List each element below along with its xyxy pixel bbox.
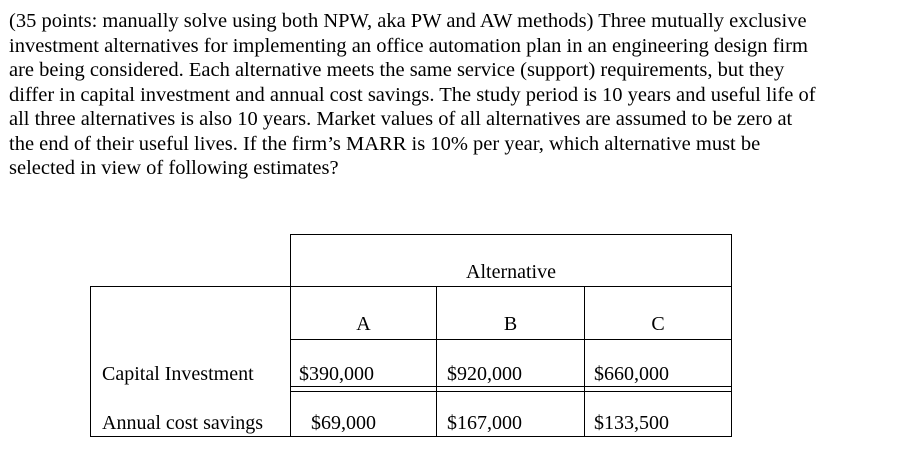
row-label: Annual cost savings <box>102 412 264 434</box>
problem-line: the end of their useful lives. If the firm’s MARR is 10% per year, which alternative must be <box>9 132 761 155</box>
problem-line: (35 points: manually solve using both NPW, aka PW and AW methods) Three mutually exclusive <box>9 10 807 32</box>
table-cell: $69,000 <box>311 412 376 434</box>
problem-line: all three alternatives is also 10 years. Market values of all alternatives are assumed to be zero at <box>9 108 793 130</box>
table-border-left <box>90 286 91 437</box>
problem-line: differ in capital investment and annual cost savings. The study period is 10 years and useful life of <box>9 83 816 106</box>
table-divider-row <box>290 386 732 387</box>
column-header: C <box>651 313 665 335</box>
table-border-top-group <box>290 234 732 235</box>
table-divider-col <box>584 286 585 437</box>
table-cell: $390,000 <box>299 363 374 385</box>
table-divider-row <box>290 391 732 392</box>
table-divider-row <box>290 339 732 340</box>
table-cell: $133,500 <box>594 412 669 434</box>
table-cell: $920,000 <box>447 363 522 385</box>
problem-line: investment alternatives for implementing an office automation plan in an engineering design firm <box>9 34 808 57</box>
table-border-bottom <box>90 436 732 437</box>
group-header: Alternative <box>466 261 556 283</box>
table-border-top-main <box>90 286 732 287</box>
column-header: A <box>356 313 371 335</box>
column-header: B <box>503 313 518 335</box>
problem-line: are being considered. Each alternative meets the same service (support) requirements, but they <box>9 59 785 81</box>
problem-line: selected in view of following estimates? <box>9 157 339 179</box>
table-divider-col <box>436 286 437 437</box>
table-cell: $660,000 <box>594 363 669 385</box>
row-label: Capital Investment <box>102 363 254 385</box>
table-cell: $167,000 <box>447 412 522 434</box>
